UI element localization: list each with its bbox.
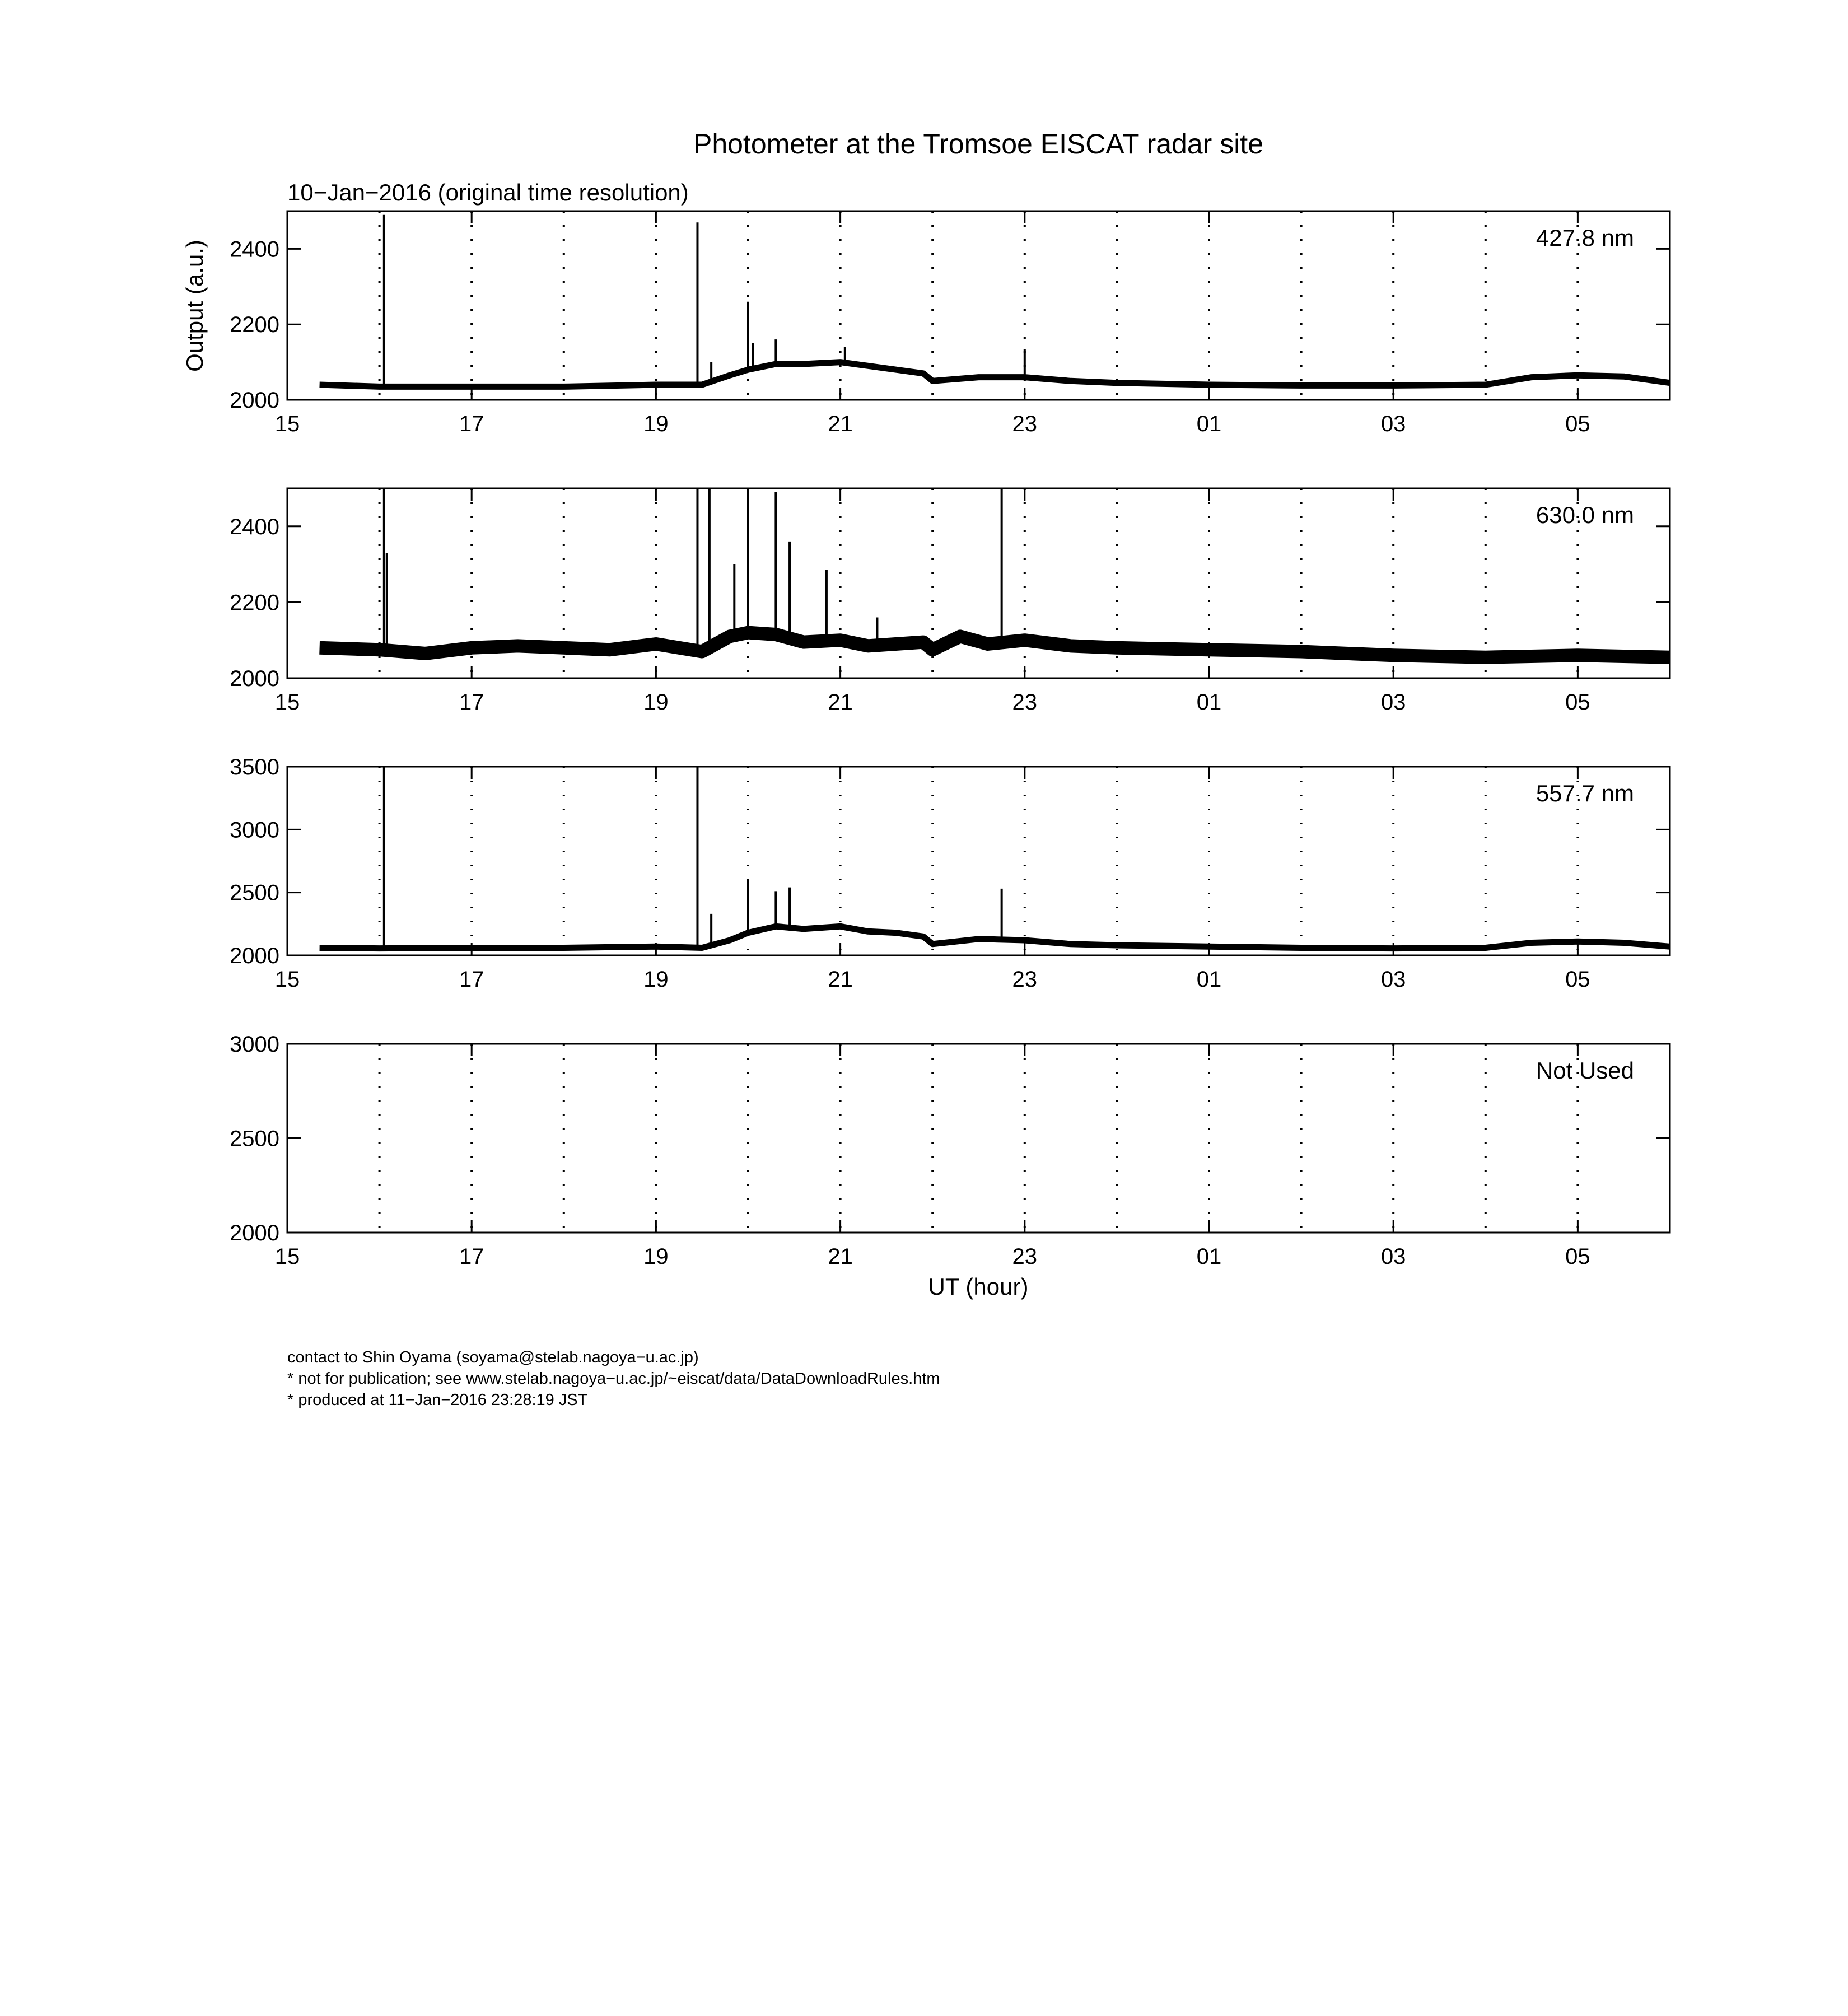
x-tick-label: 19 bbox=[643, 690, 669, 715]
x-tick-label: 05 bbox=[1565, 412, 1590, 436]
panel-3 bbox=[230, 755, 1670, 992]
y-tick-label: 2000 bbox=[230, 944, 279, 968]
x-tick-label: 05 bbox=[1565, 1244, 1590, 1269]
data-line-2 bbox=[320, 633, 1670, 657]
x-tick-label: 17 bbox=[459, 690, 484, 715]
y-tick-label: 2200 bbox=[230, 312, 279, 338]
footer-contact: contact to Shin Oyama (soyama@stelab.nagoya−u.ac.jp) bbox=[287, 1348, 699, 1366]
y-tick-label: 2000 bbox=[230, 1221, 279, 1245]
x-tick-label: 01 bbox=[1196, 1244, 1222, 1269]
x-tick-label: 03 bbox=[1380, 1244, 1406, 1269]
panel-1 bbox=[230, 211, 1670, 436]
x-tick-label: 21 bbox=[828, 690, 853, 715]
x-tick-label: 21 bbox=[828, 967, 853, 992]
x-tick-label: 15 bbox=[274, 1244, 300, 1269]
x-tick-label: 01 bbox=[1196, 690, 1222, 715]
x-tick-label: 15 bbox=[274, 412, 300, 436]
x-tick-label: 03 bbox=[1380, 967, 1406, 992]
axes-frame bbox=[287, 211, 1670, 400]
x-tick-label: 21 bbox=[828, 412, 853, 436]
x-tick-label: 05 bbox=[1565, 690, 1590, 715]
y-axis-label: Output (a.u.) bbox=[181, 240, 208, 372]
panel-2 bbox=[230, 488, 1670, 715]
y-tick-label: 2200 bbox=[230, 590, 279, 615]
band-label: 630.0 nm bbox=[1536, 502, 1634, 528]
x-tick-label: 19 bbox=[643, 967, 669, 992]
data-line-1 bbox=[320, 362, 1670, 387]
x-tick-label: 23 bbox=[1012, 1244, 1038, 1269]
footer bbox=[287, 1347, 940, 1411]
x-tick-label: 23 bbox=[1012, 412, 1038, 436]
x-tick-label: 17 bbox=[459, 412, 484, 436]
x-tick-label: 17 bbox=[459, 967, 484, 992]
y-tick-label: 2400 bbox=[230, 237, 279, 262]
x-tick-label: 21 bbox=[828, 1244, 853, 1269]
x-tick-label: 23 bbox=[1012, 967, 1038, 992]
x-tick-label: 03 bbox=[1380, 412, 1406, 436]
band-label: 427.8 nm bbox=[1536, 225, 1634, 251]
x-tick-label: 01 bbox=[1196, 412, 1222, 436]
y-tick-label: 2000 bbox=[230, 388, 279, 413]
x-tick-label: 23 bbox=[1012, 690, 1038, 715]
x-tick-label: 17 bbox=[459, 1244, 484, 1269]
band-label: Not Used bbox=[1536, 1057, 1634, 1084]
x-tick-label: 15 bbox=[274, 967, 300, 992]
footer-notice: * not for publication; see www.stelab.nagoya−u.ac.jp/~eiscat/data/DataDownloadRules.htm bbox=[287, 1370, 940, 1388]
chart-subtitle: 10−Jan−2016 (original time resolution) bbox=[287, 179, 689, 206]
band-label: 557.7 nm bbox=[1536, 780, 1634, 806]
y-tick-label: 2500 bbox=[230, 880, 279, 906]
data-line-3 bbox=[320, 926, 1670, 948]
chart-title: Photometer at the Tromsoe EISCAT radar site bbox=[693, 128, 1264, 160]
panel-4 bbox=[230, 1032, 1670, 1269]
y-tick-label: 2000 bbox=[230, 666, 279, 691]
y-tick-label: 2500 bbox=[230, 1126, 279, 1151]
x-tick-label: 05 bbox=[1565, 967, 1590, 992]
x-axis-label: UT (hour) bbox=[928, 1273, 1029, 1300]
y-tick-label: 3000 bbox=[230, 818, 279, 843]
x-tick-label: 19 bbox=[643, 1244, 669, 1269]
x-tick-label: 03 bbox=[1380, 690, 1406, 715]
x-tick-label: 19 bbox=[643, 412, 669, 436]
y-tick-label: 3500 bbox=[230, 755, 279, 780]
x-tick-label: 15 bbox=[274, 690, 300, 715]
x-tick-label: 01 bbox=[1196, 967, 1222, 992]
axes-frame bbox=[287, 1044, 1670, 1233]
axes-frame bbox=[287, 767, 1670, 955]
panels bbox=[230, 211, 1670, 1269]
y-tick-label: 3000 bbox=[230, 1032, 279, 1057]
footer-produced: * produced at 11−Jan−2016 23:28:19 JST bbox=[287, 1391, 588, 1409]
y-tick-label: 2400 bbox=[230, 514, 279, 539]
